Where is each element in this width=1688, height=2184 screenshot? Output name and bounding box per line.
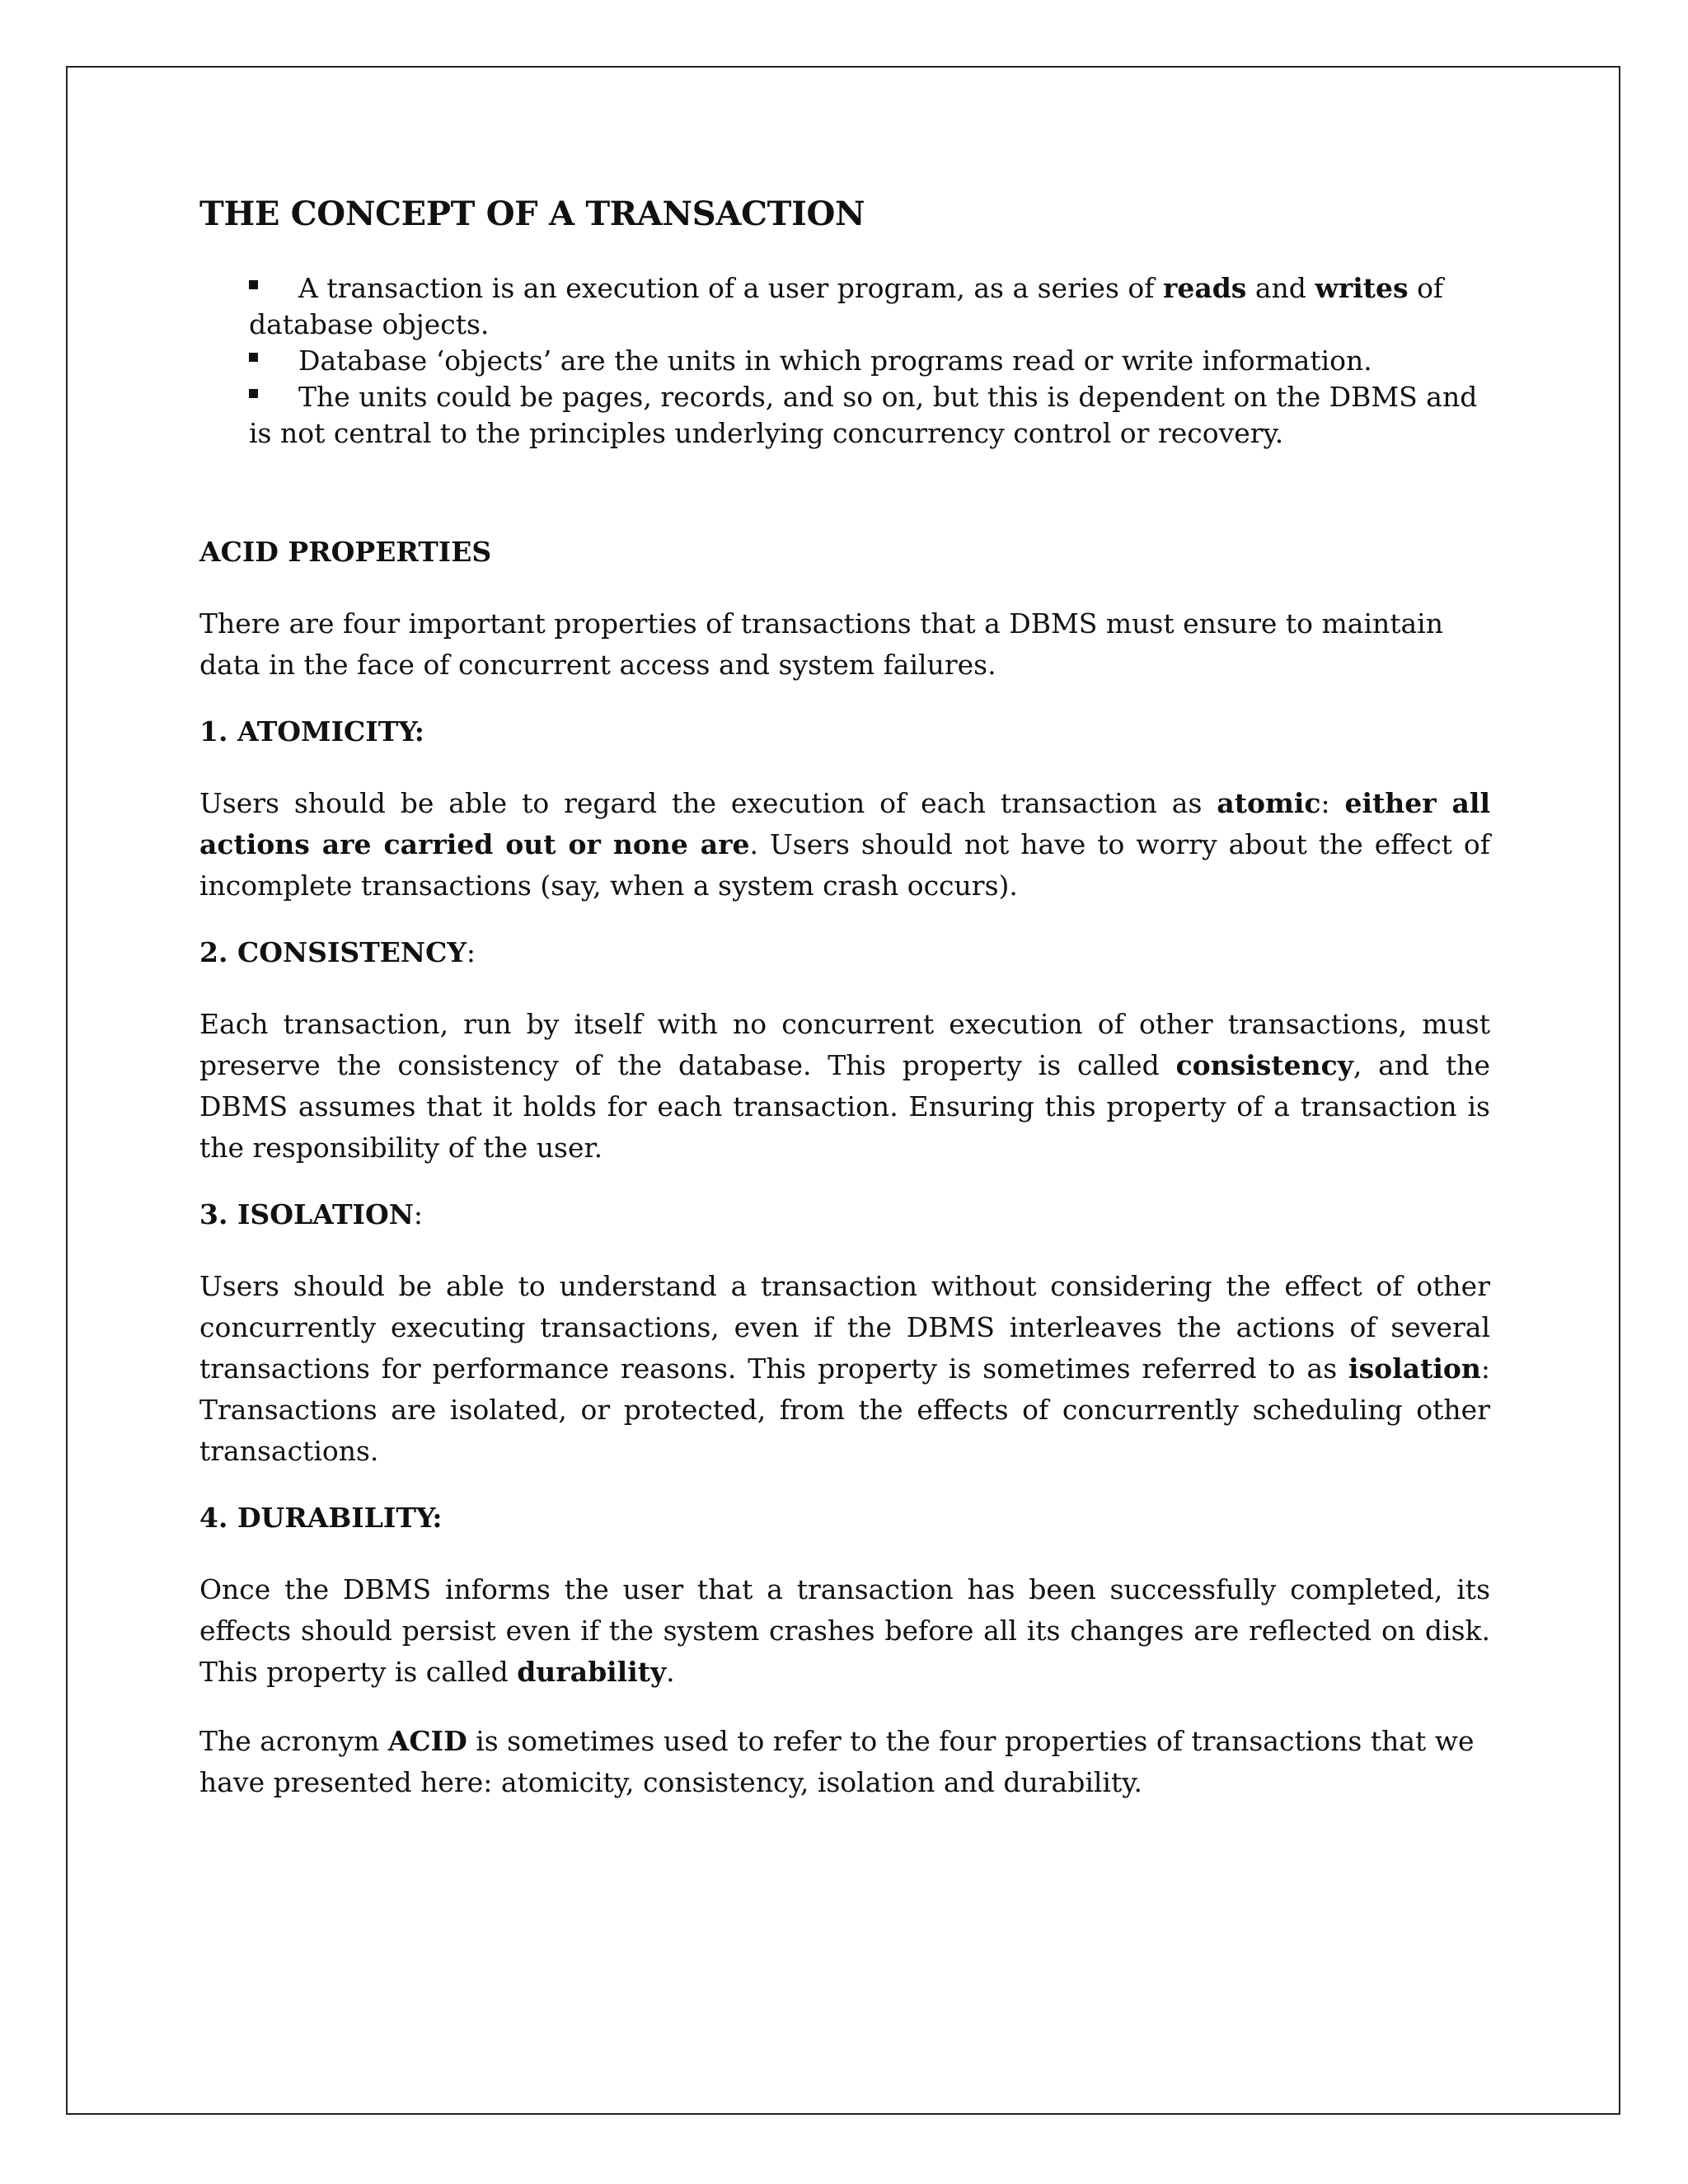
consistency-heading: 2. CONSISTENCY:	[199, 936, 476, 968]
consistency-paragraph: Each transaction, run by itself with no concurrent execution of other transactions, must preserve the consistency of the database. This property is called consistency, and the DBMS assumes that it holds for each transaction. Ensuring this property of a transaction is the responsibility of the user.	[199, 1008, 1490, 1164]
acronym-paragraph: The acronym ACID is sometimes used to refer to the four properties of transactions that we have presented here: atomicity, consistency, isolation and durability.	[199, 1725, 1475, 1798]
definition-list	[199, 270, 1490, 452]
atomicity-paragraph: Users should be able to regard the execution of each transaction as atomic: either all actions are carried out or none are. Users should not have to worry about the effect of incomplete transactions (say, when a system crash occurs).	[199, 787, 1491, 902]
list-item: The units could be pages, records, and so on, but this is dependent on the DBMS and is not central to the principles underlying concurrency control or recovery.	[249, 381, 1478, 449]
intro-paragraph: There are four important properties of transactions that a DBMS must ensure to maintain data in the face of concurrent access and system failures.	[199, 607, 1443, 681]
square-bullet-icon	[249, 280, 258, 289]
square-bullet-icon	[249, 389, 258, 398]
durability-paragraph: Once the DBMS informs the user that a transaction has been successfully completed, its effects should persist even if the system crashes before all its changes are reflected on disk. This property is called durability.	[199, 1573, 1490, 1688]
list-item: Database ‘objects’ are the units in which programs read or write information.	[249, 343, 1490, 379]
document-body	[199, 194, 1490, 1831]
page-title: THE CONCEPT OF A TRANSACTION	[199, 194, 865, 233]
isolation-heading: 3. ISOLATION:	[199, 1198, 423, 1230]
square-bullet-icon	[249, 353, 258, 362]
acid-heading: ACID PROPERTIES	[199, 536, 492, 568]
atomicity-heading: 1. ATOMICITY:	[199, 715, 424, 748]
list-item: A transaction is an execution of a user program, as a series of reads and writes of database objects.	[249, 272, 1444, 340]
durability-heading: 4. DURABILITY:	[199, 1502, 443, 1534]
isolation-paragraph: Users should be able to understand a transaction without considering the effect of other concurrently executing transactions, even if the DBMS interleaves the actions of several transactions for performance reasons. This property is sometimes referred to as isolation: Transactions are isolated, or protected, from the effects of concurrently scheduling other transactions.	[199, 1270, 1490, 1467]
